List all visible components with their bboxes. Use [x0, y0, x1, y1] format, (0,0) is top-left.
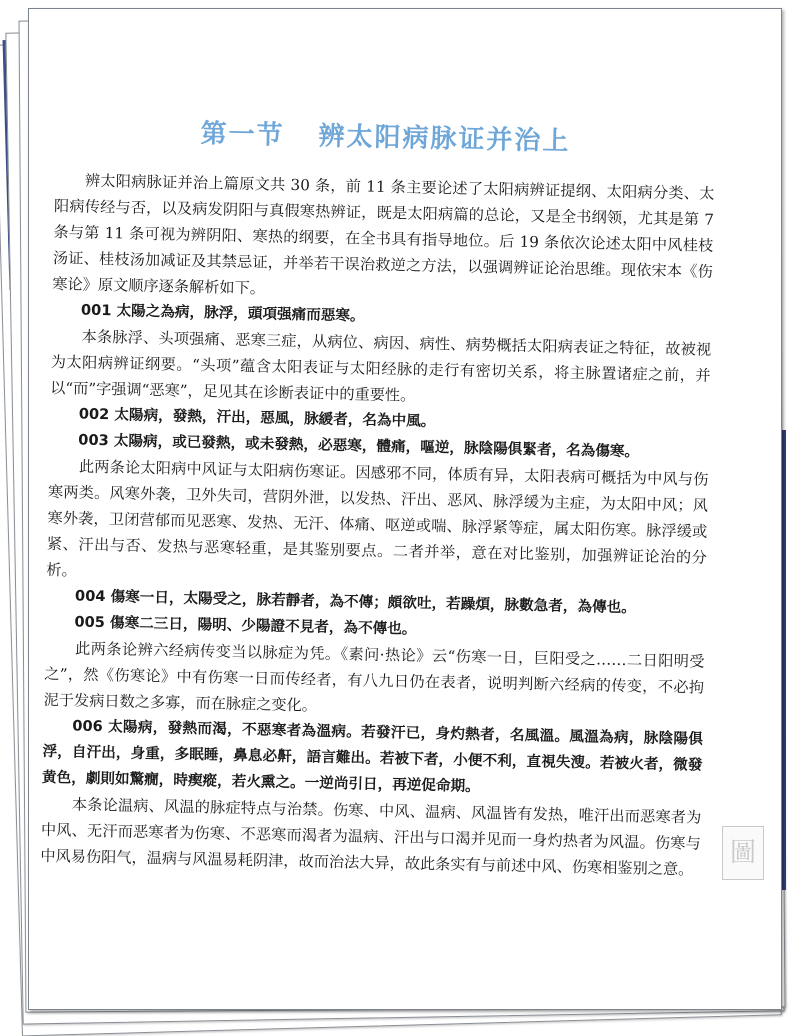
clause-006: 006 太陽病，發熱而渴，不惡寒者為溫病。若發汗已，身灼熱者，名風溫。風溫為病，脉陰陽俱浮，自汗出，身重，多眠睡，鼻息必鼾，語言難出。若被下者，小便不利，直視失溲。若被火者，微發黄色，劇則如驚癇，時瘈瘲，若火熏之。一逆尚引日，再逆促命期。 — [41, 717, 704, 796]
section-number: 第一节 — [200, 119, 285, 151]
paragraph-commentary-002-003: 此两条论太阳病中风证与太阳病伤寒证。因感邪不同，体质有异，太阳表病可概括为中风与伤寒两类。风寒外袭，卫外失司，营阴外泄，以发热、汗出、恶风、脉浮缓为主症，为太阳中风；风寒外袭，卫闭营郁而见恶寒、发热、无汗、体痛、呕逆或喘、脉浮紧等症，属太阳伤寒。脉浮缓或紧、汗出与否、发热与恶寒轻重，是其鉴别要点。二者并举，意在对比鉴别，加强辨证论治的分析。 — [46, 457, 709, 580]
clause-004: 004 傷寒一日，太陽受之，脉若靜者，為不傳；頗欲吐，若躁煩，脉數急者，為傳也。 — [74, 587, 637, 617]
paragraph-commentary-001: 本条脉浮、头项强痛、恶寒三症，从病位、病因、病性、病势概括太阳病表证之特征，故被视为太阳病辨证纲要。“头项”蕴含太阳表证与太阳经脉的走行有密切关系，将主脉置诸症之前，并以“而”字强调“恶寒”，足见其在诊断表证中的重要性。 — [49, 327, 712, 405]
corner-stamp: 圖 — [722, 826, 764, 880]
clause-003: 003 太陽病，或已發熱，或未發熱，必惡寒，體痛，嘔逆，脉陰陽俱緊者，名為傷寒。 — [78, 431, 640, 461]
clause-002: 002 太陽病，發熱，汗出，惡風，脉緩者，名為中風。 — [78, 405, 436, 431]
clause-005: 005 傷寒二三日，陽明、少陽證不見者，為不傳也。 — [74, 613, 417, 638]
paragraph-commentary-006: 本条论温病、风温的脉症特点与治禁。伤寒、中风、温病、风温皆有发热，唯汗出而恶寒者为中风、无汗而恶寒者为伤寒、不恶寒而渴者为温病、汗出与口渴并见而一身灼热者为风温。伤寒与中风易伤阳气，温病与风温易耗阴津，故而治法大异，故此条实有与前述中风、伤寒相鉴别之意。 — [40, 795, 702, 879]
paragraph-commentary-004-005: 此两条论辨六经病传变当以脉症为凭。《素问·热论》云“伤寒一日，巨阳受之……二日阳明受之”，然《伤寒论》中有伤寒一日而传经者，有八九日仍在表者，说明判断六经病的传变，不必拘泥于发病日数之多寡，而在脉症之变化。 — [43, 639, 705, 715]
section-title: 辨太阳病脉证并治上 — [318, 121, 571, 157]
page-content — [40, 110, 716, 883]
paragraph-intro: 辨太阳病脉证并治上篇原文共 30 条，前 11 条主要论述了太阳病辨证提纲、太阳病分类、太阳病传经与否，以及病发阴阳与真假寒热辨证，既是太阳病篇的总论，又是全书纲领，尤其是第 7 条与第 11 条可视为辨阴阳、寒热的纲要，在全书具有指导地位。后 19 条依次论述太阳中风桂枝汤证、桂枝汤加减证及其禁忌证，并举若干误治救逆之方法，以强调辨证论治思维。现依宋本《伤寒论》原文顺序逐条解析如下。 — [52, 171, 715, 298]
clause-001: 001 太陽之為病，脉浮，頭項强痛而惡寒。 — [80, 301, 365, 325]
